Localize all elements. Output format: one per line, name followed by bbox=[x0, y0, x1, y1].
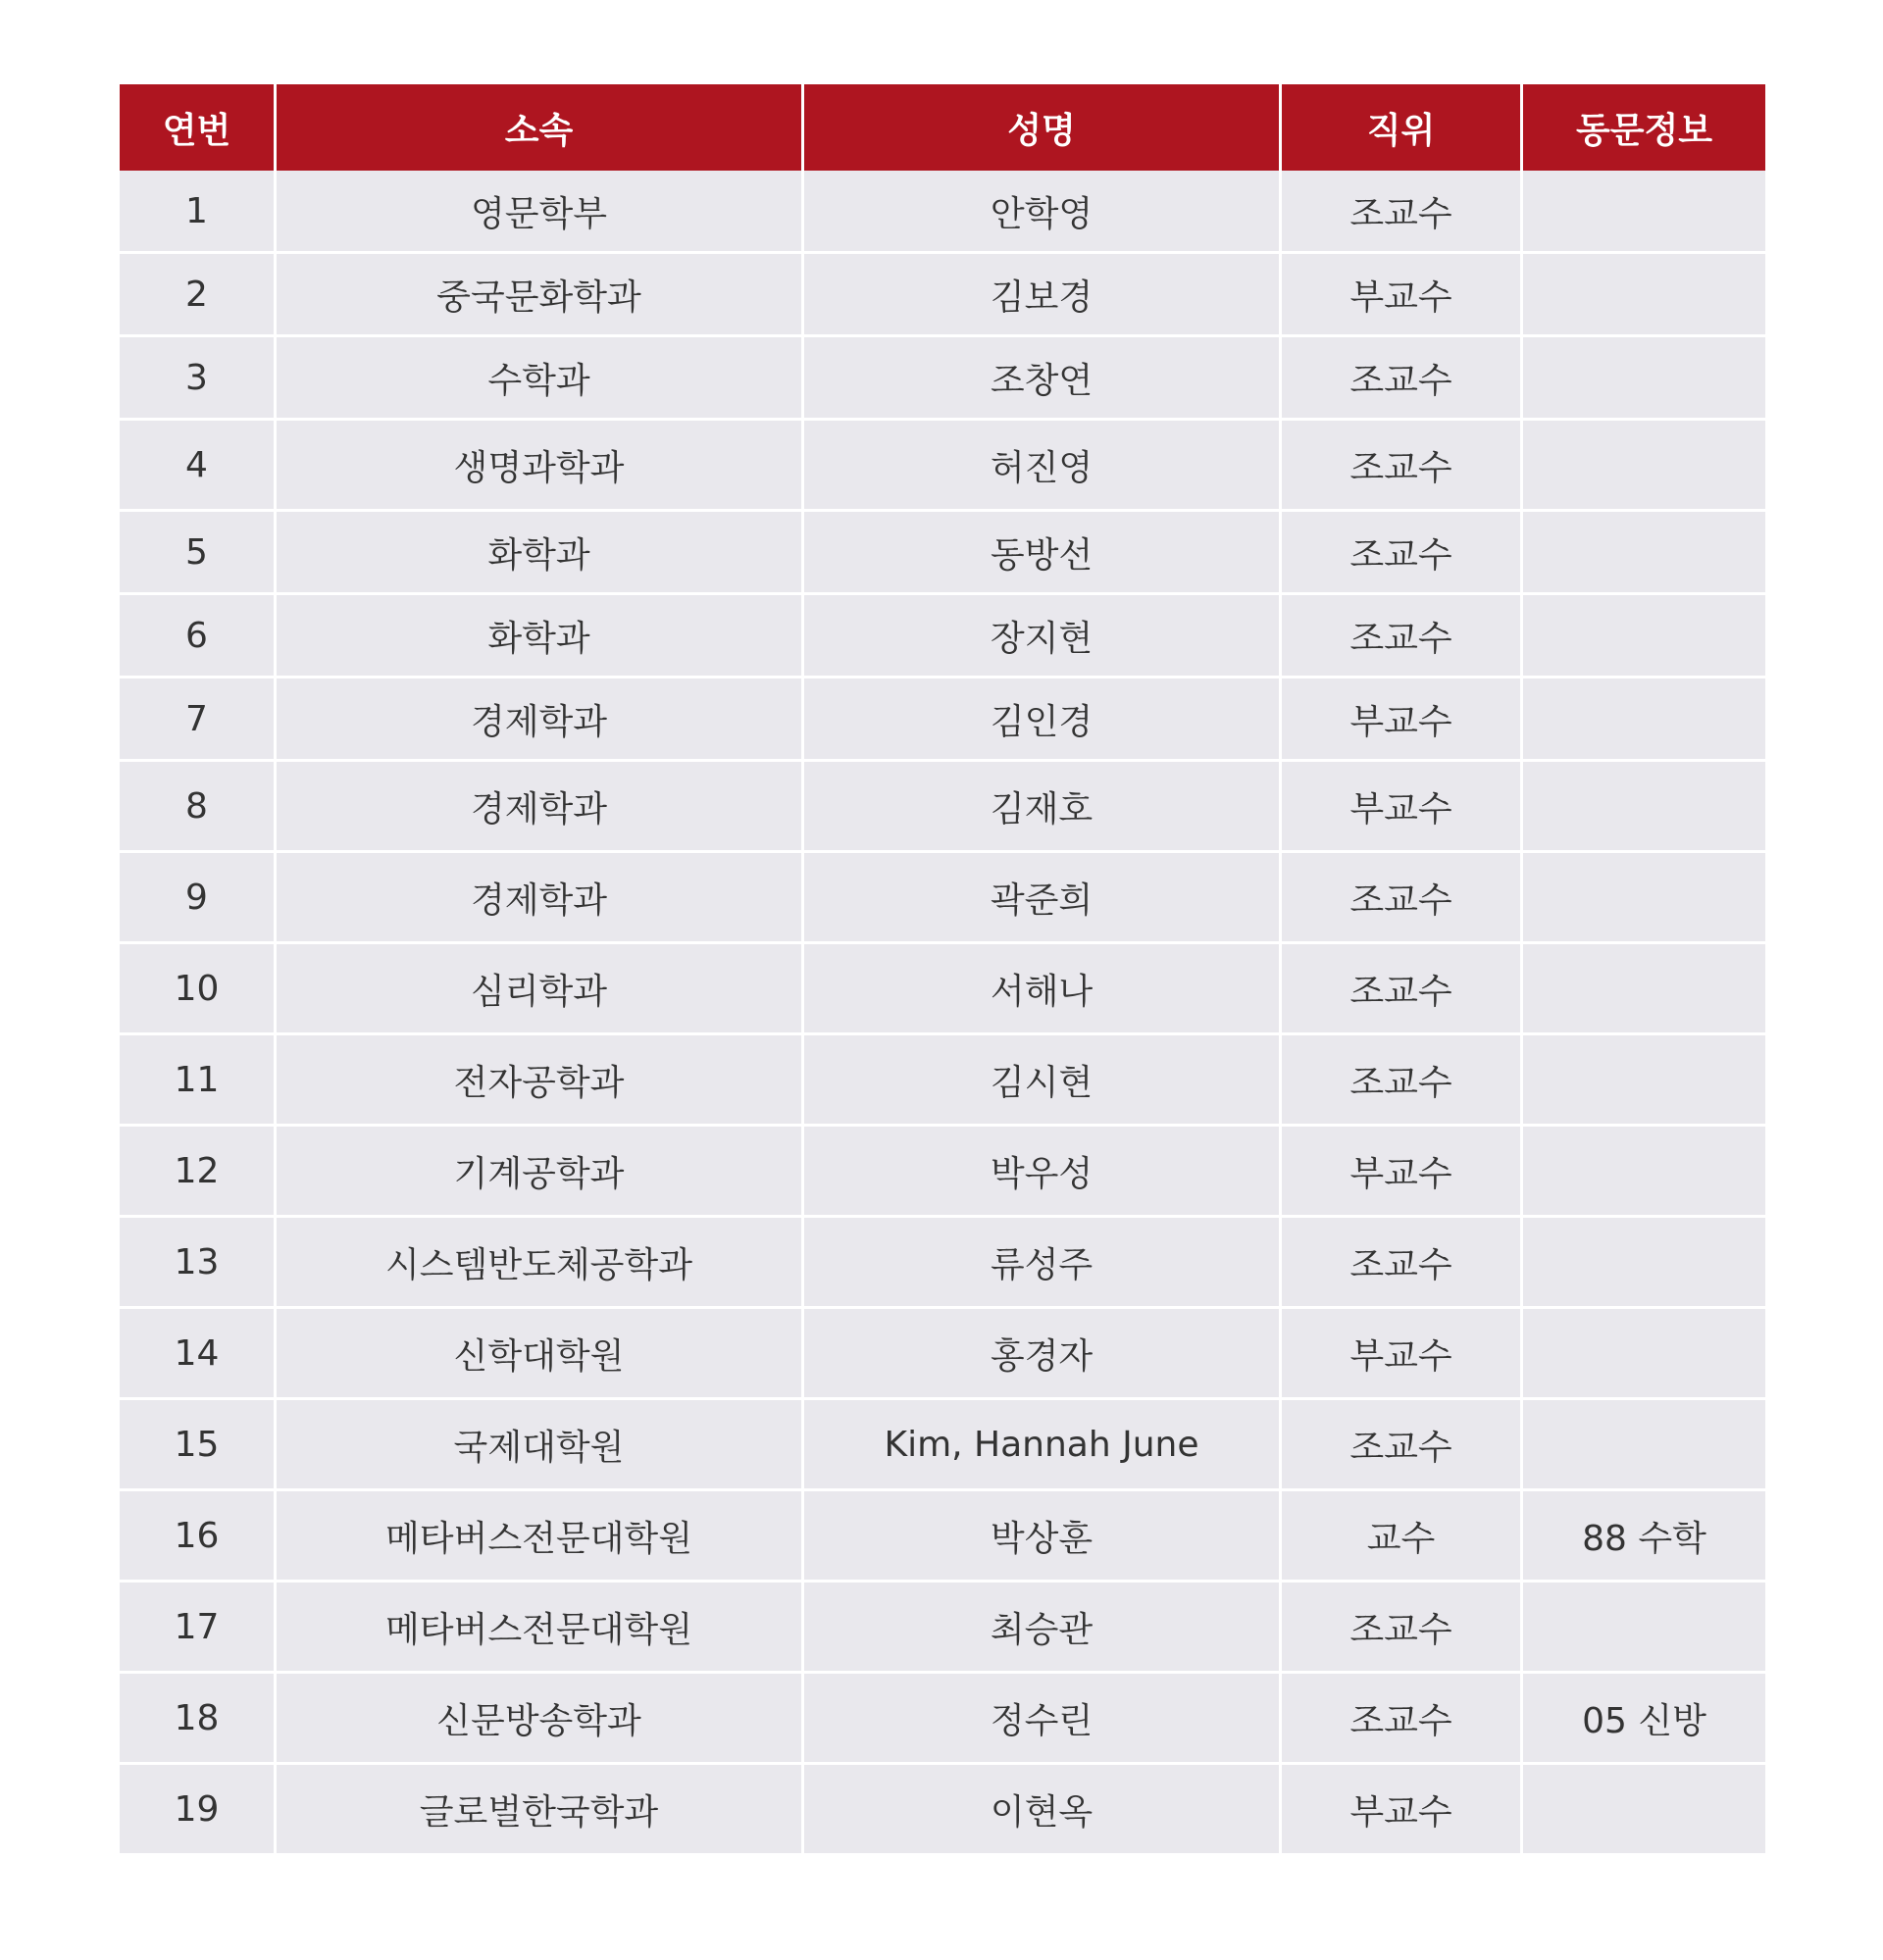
header-name: 성명 bbox=[804, 84, 1282, 171]
cell-name: 허진영 bbox=[804, 418, 1282, 509]
table-row bbox=[120, 941, 1765, 1032]
table-row bbox=[120, 592, 1765, 676]
cell-name: 홍경자 bbox=[804, 1306, 1282, 1397]
table-row bbox=[120, 1762, 1765, 1853]
cell-alumni bbox=[1523, 1032, 1765, 1124]
cell-number: 19 bbox=[120, 1762, 277, 1853]
cell-name: 곽준희 bbox=[804, 850, 1282, 941]
cell-department: 시스템반도체공학과 bbox=[277, 1215, 804, 1306]
cell-number: 14 bbox=[120, 1306, 277, 1397]
cell-position: 조교수 bbox=[1282, 418, 1523, 509]
cell-alumni bbox=[1523, 592, 1765, 676]
cell-number: 3 bbox=[120, 334, 277, 418]
cell-alumni bbox=[1523, 418, 1765, 509]
cell-department: 경제학과 bbox=[277, 759, 804, 850]
cell-number: 1 bbox=[120, 171, 277, 251]
cell-number: 7 bbox=[120, 676, 277, 759]
cell-department: 경제학과 bbox=[277, 850, 804, 941]
cell-position: 부교수 bbox=[1282, 676, 1523, 759]
cell-name: 최승관 bbox=[804, 1580, 1282, 1671]
cell-position: 조교수 bbox=[1282, 1397, 1523, 1488]
cell-name: 정수린 bbox=[804, 1671, 1282, 1762]
table-header bbox=[120, 84, 1765, 171]
cell-department: 신문방송학과 bbox=[277, 1671, 804, 1762]
table-row bbox=[120, 1671, 1765, 1762]
cell-position: 조교수 bbox=[1282, 171, 1523, 251]
cell-name: 서해나 bbox=[804, 941, 1282, 1032]
cell-name: 류성주 bbox=[804, 1215, 1282, 1306]
cell-name: 안학영 bbox=[804, 171, 1282, 251]
table-row bbox=[120, 251, 1765, 334]
cell-position: 조교수 bbox=[1282, 509, 1523, 592]
cell-department: 메타버스전문대학원 bbox=[277, 1488, 804, 1580]
cell-department: 전자공학과 bbox=[277, 1032, 804, 1124]
cell-alumni bbox=[1523, 1762, 1765, 1853]
cell-number: 5 bbox=[120, 509, 277, 592]
cell-number: 16 bbox=[120, 1488, 277, 1580]
cell-position: 조교수 bbox=[1282, 334, 1523, 418]
cell-position: 조교수 bbox=[1282, 1215, 1523, 1306]
cell-alumni: 05 신방 bbox=[1523, 1671, 1765, 1762]
cell-number: 4 bbox=[120, 418, 277, 509]
cell-position: 교수 bbox=[1282, 1488, 1523, 1580]
cell-name: Kim, Hannah June bbox=[804, 1397, 1282, 1488]
table-row bbox=[120, 418, 1765, 509]
cell-alumni bbox=[1523, 334, 1765, 418]
cell-number: 11 bbox=[120, 1032, 277, 1124]
table-row bbox=[120, 1032, 1765, 1124]
cell-alumni bbox=[1523, 759, 1765, 850]
faculty-table bbox=[120, 84, 1765, 1853]
cell-alumni bbox=[1523, 251, 1765, 334]
table-row bbox=[120, 334, 1765, 418]
table-row bbox=[120, 1488, 1765, 1580]
cell-position: 조교수 bbox=[1282, 1671, 1523, 1762]
cell-name: 김인경 bbox=[804, 676, 1282, 759]
cell-alumni bbox=[1523, 850, 1765, 941]
header-alumni: 동문정보 bbox=[1523, 84, 1765, 171]
cell-number: 17 bbox=[120, 1580, 277, 1671]
cell-department: 심리학과 bbox=[277, 941, 804, 1032]
cell-number: 6 bbox=[120, 592, 277, 676]
cell-name: 박우성 bbox=[804, 1124, 1282, 1215]
table-row bbox=[120, 1124, 1765, 1215]
cell-number: 2 bbox=[120, 251, 277, 334]
cell-position: 부교수 bbox=[1282, 1762, 1523, 1853]
header-row bbox=[120, 84, 1765, 171]
cell-department: 화학과 bbox=[277, 592, 804, 676]
cell-alumni bbox=[1523, 676, 1765, 759]
cell-alumni bbox=[1523, 171, 1765, 251]
cell-number: 12 bbox=[120, 1124, 277, 1215]
cell-name: 김보경 bbox=[804, 251, 1282, 334]
cell-department: 화학과 bbox=[277, 509, 804, 592]
table-row bbox=[120, 171, 1765, 251]
cell-name: 이현옥 bbox=[804, 1762, 1282, 1853]
table-row bbox=[120, 1580, 1765, 1671]
cell-department: 메타버스전문대학원 bbox=[277, 1580, 804, 1671]
cell-department: 기계공학과 bbox=[277, 1124, 804, 1215]
table-row bbox=[120, 1397, 1765, 1488]
table-row bbox=[120, 759, 1765, 850]
cell-department: 영문학부 bbox=[277, 171, 804, 251]
cell-position: 조교수 bbox=[1282, 592, 1523, 676]
cell-department: 생명과학과 bbox=[277, 418, 804, 509]
table-row bbox=[120, 509, 1765, 592]
table-body bbox=[120, 171, 1765, 1853]
cell-number: 8 bbox=[120, 759, 277, 850]
cell-department: 신학대학원 bbox=[277, 1306, 804, 1397]
cell-position: 부교수 bbox=[1282, 251, 1523, 334]
header-position: 직위 bbox=[1282, 84, 1523, 171]
cell-number: 15 bbox=[120, 1397, 277, 1488]
cell-alumni bbox=[1523, 1306, 1765, 1397]
cell-name: 장지현 bbox=[804, 592, 1282, 676]
faculty-table-container bbox=[120, 84, 1765, 1853]
cell-number: 13 bbox=[120, 1215, 277, 1306]
cell-position: 조교수 bbox=[1282, 941, 1523, 1032]
header-number: 연번 bbox=[120, 84, 277, 171]
cell-alumni bbox=[1523, 1215, 1765, 1306]
cell-position: 조교수 bbox=[1282, 850, 1523, 941]
table-row bbox=[120, 850, 1765, 941]
cell-position: 조교수 bbox=[1282, 1580, 1523, 1671]
table-row bbox=[120, 1215, 1765, 1306]
cell-number: 10 bbox=[120, 941, 277, 1032]
cell-position: 부교수 bbox=[1282, 759, 1523, 850]
cell-department: 글로벌한국학과 bbox=[277, 1762, 804, 1853]
cell-department: 경제학과 bbox=[277, 676, 804, 759]
cell-department: 수학과 bbox=[277, 334, 804, 418]
cell-department: 중국문화학과 bbox=[277, 251, 804, 334]
cell-number: 9 bbox=[120, 850, 277, 941]
cell-number: 18 bbox=[120, 1671, 277, 1762]
cell-position: 부교수 bbox=[1282, 1124, 1523, 1215]
header-department: 소속 bbox=[277, 84, 804, 171]
cell-position: 조교수 bbox=[1282, 1032, 1523, 1124]
cell-alumni bbox=[1523, 509, 1765, 592]
table-row bbox=[120, 1306, 1765, 1397]
cell-position: 부교수 bbox=[1282, 1306, 1523, 1397]
cell-name: 조창연 bbox=[804, 334, 1282, 418]
cell-alumni bbox=[1523, 1397, 1765, 1488]
cell-alumni bbox=[1523, 1124, 1765, 1215]
cell-name: 김재호 bbox=[804, 759, 1282, 850]
cell-name: 동방선 bbox=[804, 509, 1282, 592]
cell-alumni: 88 수학 bbox=[1523, 1488, 1765, 1580]
cell-alumni bbox=[1523, 941, 1765, 1032]
cell-alumni bbox=[1523, 1580, 1765, 1671]
table-row bbox=[120, 676, 1765, 759]
cell-department: 국제대학원 bbox=[277, 1397, 804, 1488]
cell-name: 박상훈 bbox=[804, 1488, 1282, 1580]
cell-name: 김시현 bbox=[804, 1032, 1282, 1124]
